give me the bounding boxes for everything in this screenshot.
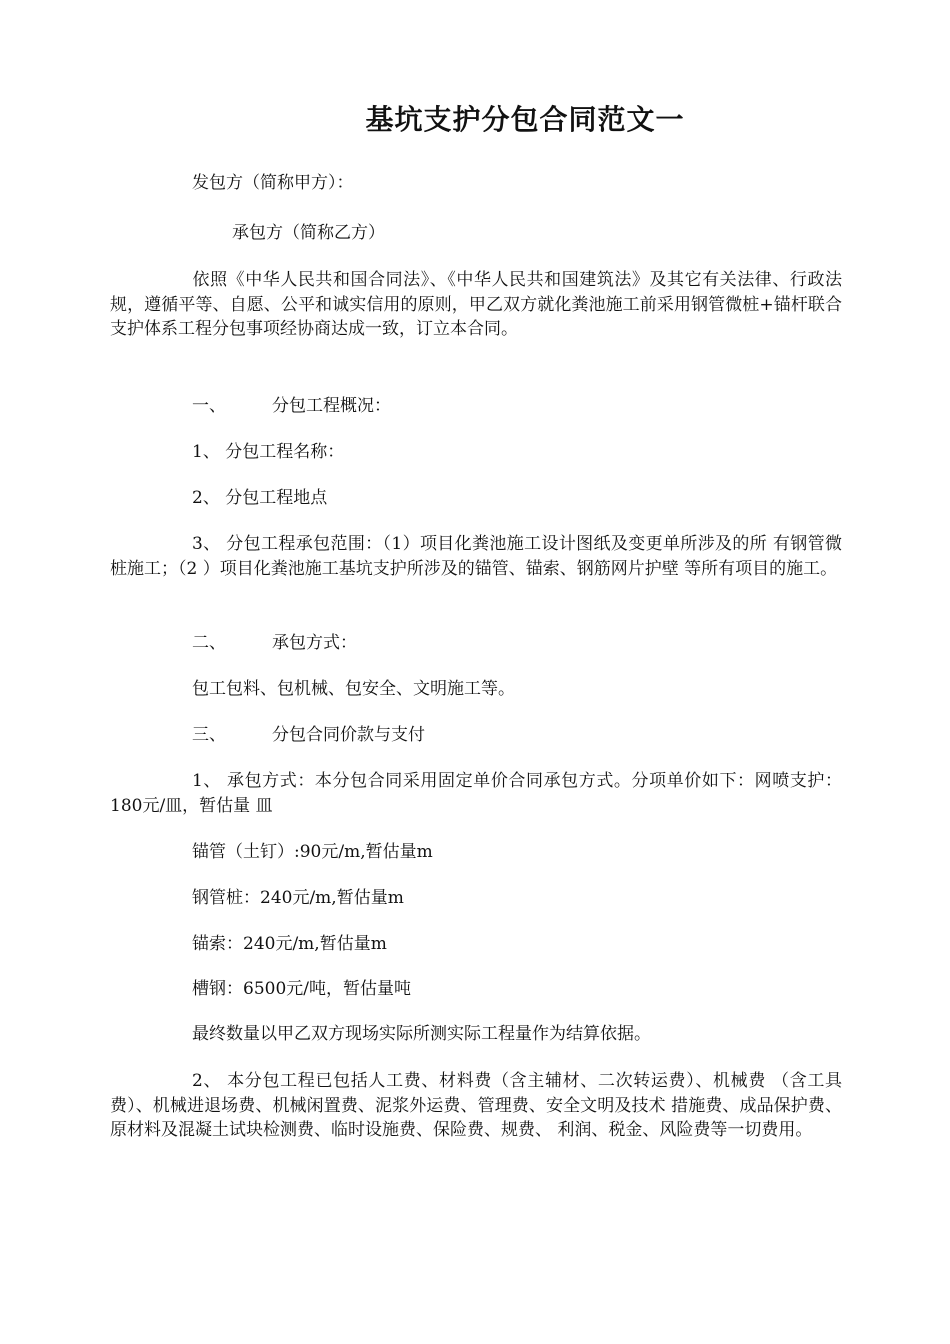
section-3-number: 三、 bbox=[192, 725, 226, 745]
intro-paragraph bbox=[110, 268, 842, 342]
party-a-text: 发包方（简称甲方）： bbox=[192, 173, 354, 193]
item-1-2-text: 2、 分包工程地点 bbox=[192, 488, 328, 508]
party-a-line bbox=[110, 171, 842, 196]
item-1-1-text: 1、 分包工程名称： bbox=[192, 442, 345, 462]
price-channel-steel-text: 槽钢：6500元/吨，暂估量吨 bbox=[192, 979, 411, 999]
section-2-number: 二、 bbox=[192, 633, 226, 653]
item-1-3-text: 3、 分包工程承包范围：（1）项目化粪池施工设计图纸及变更单所涉及的所 有钢管微桩施工；（2 ）项目化粪池施工基坑支护所涉及的锚管、锚索、钢筋网片护壁 等所有项目的施工。 bbox=[110, 534, 842, 579]
settlement-line bbox=[110, 1022, 842, 1047]
item-1-3 bbox=[110, 532, 842, 581]
price-anchor-pipe bbox=[110, 840, 842, 865]
price-anchor-cable bbox=[110, 932, 842, 957]
section-1-title: 分包工程概况： bbox=[272, 396, 391, 416]
party-b-text: 承包方（简称乙方） bbox=[232, 223, 385, 243]
party-b-line bbox=[110, 221, 842, 246]
document-title: 基坑支护分包合同范文一 bbox=[365, 103, 685, 136]
price-anchor-pipe-text: 锚管（土钉）:90元/m,暂估量m bbox=[192, 842, 433, 862]
item-2-1-text: 包工包料、包机械、包安全、文明施工等。 bbox=[192, 679, 515, 699]
item-1-2 bbox=[110, 486, 842, 511]
section-1-heading bbox=[110, 394, 842, 419]
settlement-text: 最终数量以甲乙双方现场实际所测实际工程量作为结算依据。 bbox=[192, 1024, 651, 1044]
item-3-2-text: 2、 本分包工程已包括人工费、材料费（含主辅材、二次转运费）、机械费 （含工具费）、机械进退场费、机械闲置费、泥浆外运费、管理费、安全文明及技术 措施费、成品保护费、原材料及混凝土试块检测费、临时设施费、保险费、规费、 利润、税金、风险费等一切费用。 bbox=[110, 1071, 842, 1140]
price-steel-pile-text: 钢管桩：240元/m,暂估量m bbox=[192, 888, 404, 908]
item-3-1 bbox=[110, 769, 842, 818]
intro-text: 依照《中华人民共和国合同法》、《中华人民共和国建筑法》及其它有关法律、行政法规，遵循平等、自愿、公平和诚实信用的原则，甲乙双方就化粪池施工前采用钢管微桩+锚杆联合支护体系工程分包事项经协商达成一致，订立本合同。 bbox=[110, 270, 842, 339]
section-2-heading bbox=[110, 631, 842, 656]
item-3-2 bbox=[110, 1069, 842, 1143]
section-3-title: 分包合同价款与支付 bbox=[272, 725, 425, 745]
item-3-1-text: 1、 承包方式：本分包合同采用固定单价合同承包方式。分项单价如下：网喷支护：180元/皿，暂估量 皿 bbox=[110, 771, 842, 816]
section-3-heading bbox=[110, 723, 842, 748]
section-1-number: 一、 bbox=[192, 396, 226, 416]
item-1-1 bbox=[110, 440, 842, 465]
price-anchor-cable-text: 锚索：240元/m,暂估量m bbox=[192, 934, 387, 954]
section-2-title: 承包方式： bbox=[272, 633, 357, 653]
price-steel-pile bbox=[110, 886, 842, 911]
item-2-1 bbox=[110, 677, 842, 702]
price-channel-steel bbox=[110, 977, 842, 1002]
